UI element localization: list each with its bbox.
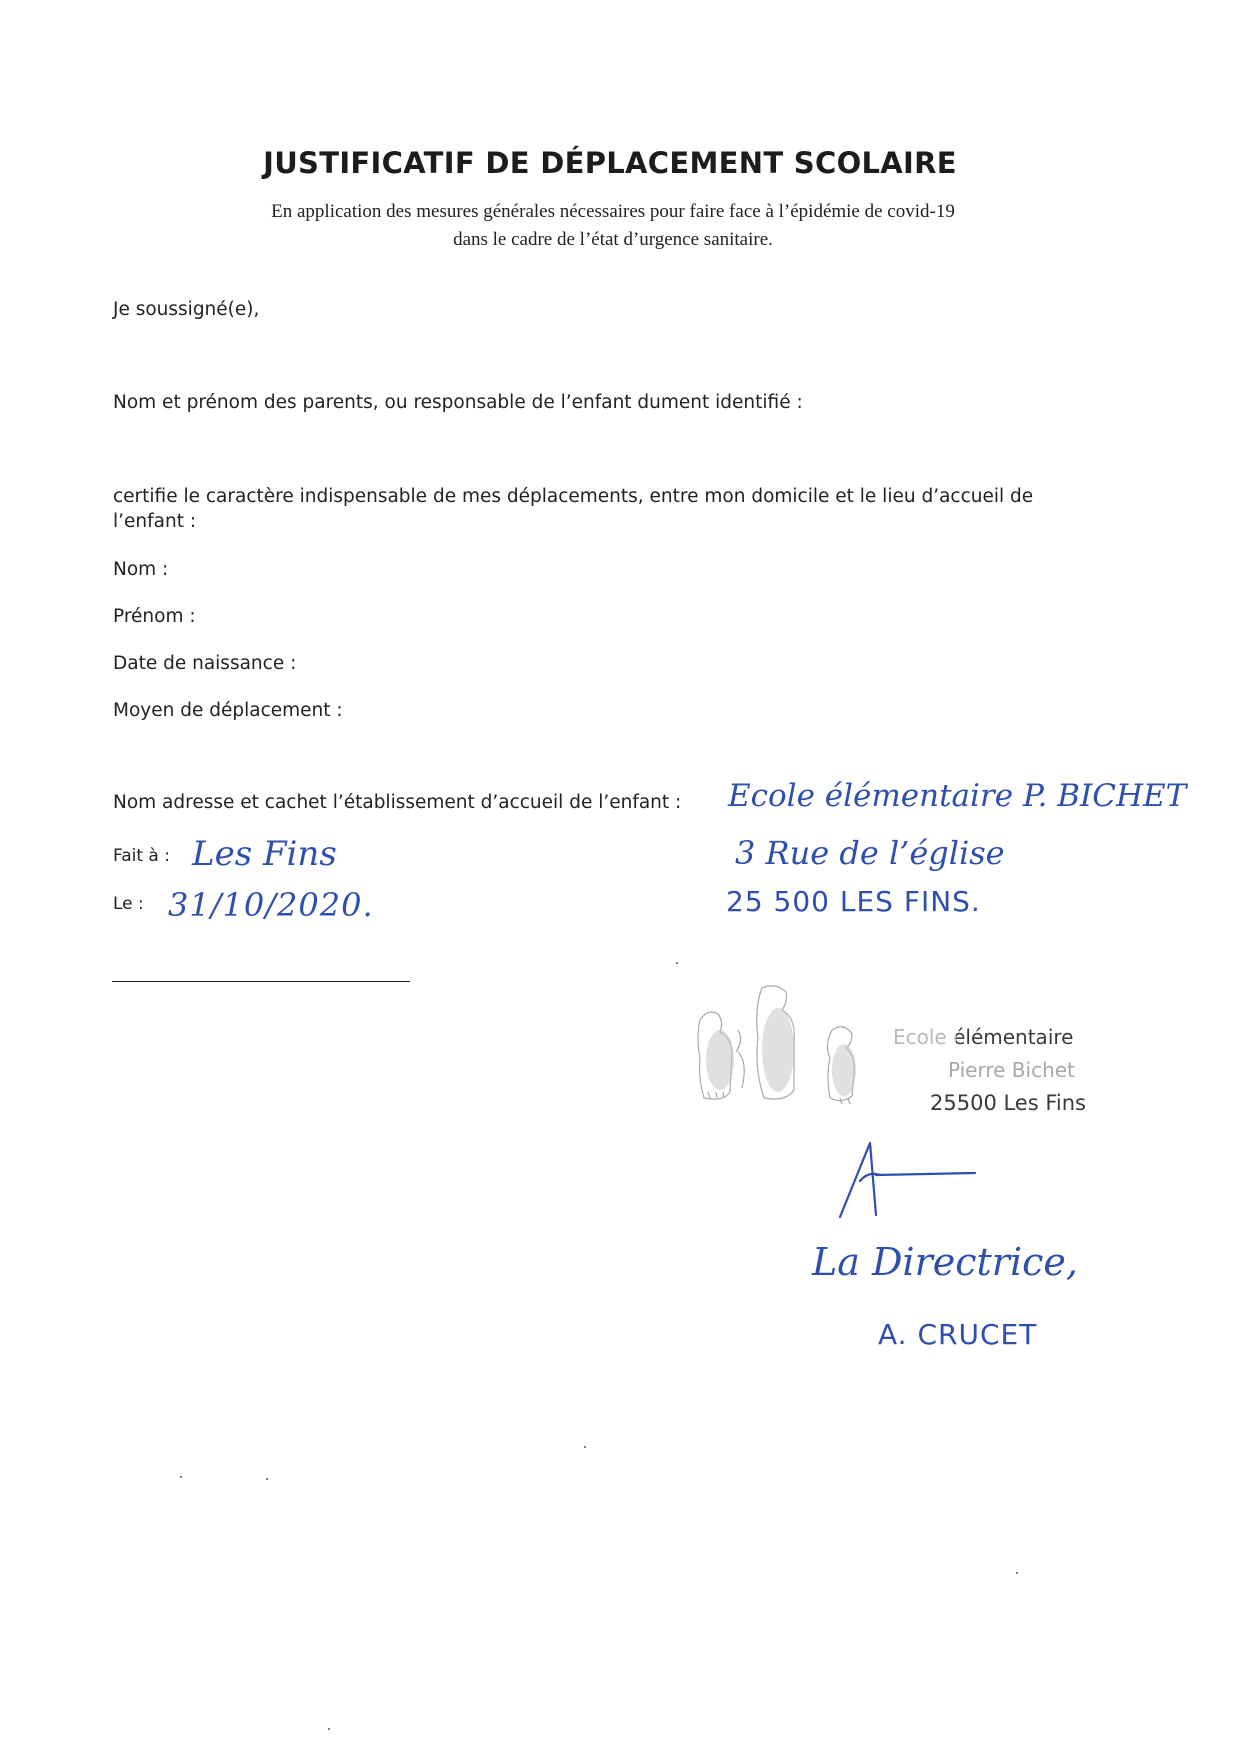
child-prenom-label: Prénom : [113, 606, 196, 627]
scan-speck [266, 1478, 268, 1480]
certify-line-2: l’enfant : [113, 511, 197, 532]
undersigned-label: Je soussigné(e), [113, 299, 260, 320]
subtitle-line-1: En application des mesures générales nécessaires pour faire face à l’épidémie de covid-19 [271, 201, 955, 222]
transport-label: Moyen de déplacement : [113, 700, 343, 721]
scan-speck [328, 1728, 330, 1730]
stamp-line-3: 25500 Les Fins [930, 1091, 1086, 1115]
scan-speck [584, 1446, 586, 1448]
signature-role: La Directrice, [812, 1240, 1078, 1284]
stamp-line-1 [893, 1025, 1073, 1049]
handwritten-school-line-2: 3 Rue de l’église [735, 834, 1005, 872]
scan-speck [1016, 1572, 1018, 1574]
signature-line [112, 981, 410, 982]
handwritten-place: Les Fins [192, 834, 337, 874]
signature-mark-icon [830, 1135, 980, 1225]
parent-name-label: Nom et prénom des parents, ou responsable de l’enfant dument identifié : [113, 392, 803, 413]
stamp-line-2: Pierre Bichet [948, 1058, 1075, 1082]
subtitle-line-2: dans le cadre de l’état d’urgence sanitaire. [453, 229, 773, 250]
handwritten-date: 31/10/2020. [168, 886, 374, 924]
document-title: JUSTIFICATIF DE DÉPLACEMENT SCOLAIRE [263, 146, 957, 180]
school-info-label: Nom adresse et cachet l’établissement d’accueil de l’enfant : [113, 792, 682, 813]
birth-date-label: Date de naissance : [113, 653, 297, 674]
signature-name: A. CRUCET [878, 1318, 1038, 1351]
place-label: Fait à : [113, 846, 170, 866]
handwritten-school-line-3: 25 500 LES FINS. [726, 885, 981, 918]
certify-line-1: certifie le caractère indispensable de mes déplacements, entre mon domicile et le lieu d’accueil de [113, 486, 1034, 507]
scan-speck [180, 1476, 182, 1478]
date-label: Le : [113, 894, 144, 914]
child-nom-label: Nom : [113, 559, 169, 580]
scan-speck [676, 962, 678, 964]
stamp-line-1-text: Ecole élémentaire [893, 1025, 1074, 1049]
stamp-logo-icon [690, 980, 890, 1120]
handwritten-school-line-1: Ecole élémentaire P. BICHET [728, 778, 1187, 814]
